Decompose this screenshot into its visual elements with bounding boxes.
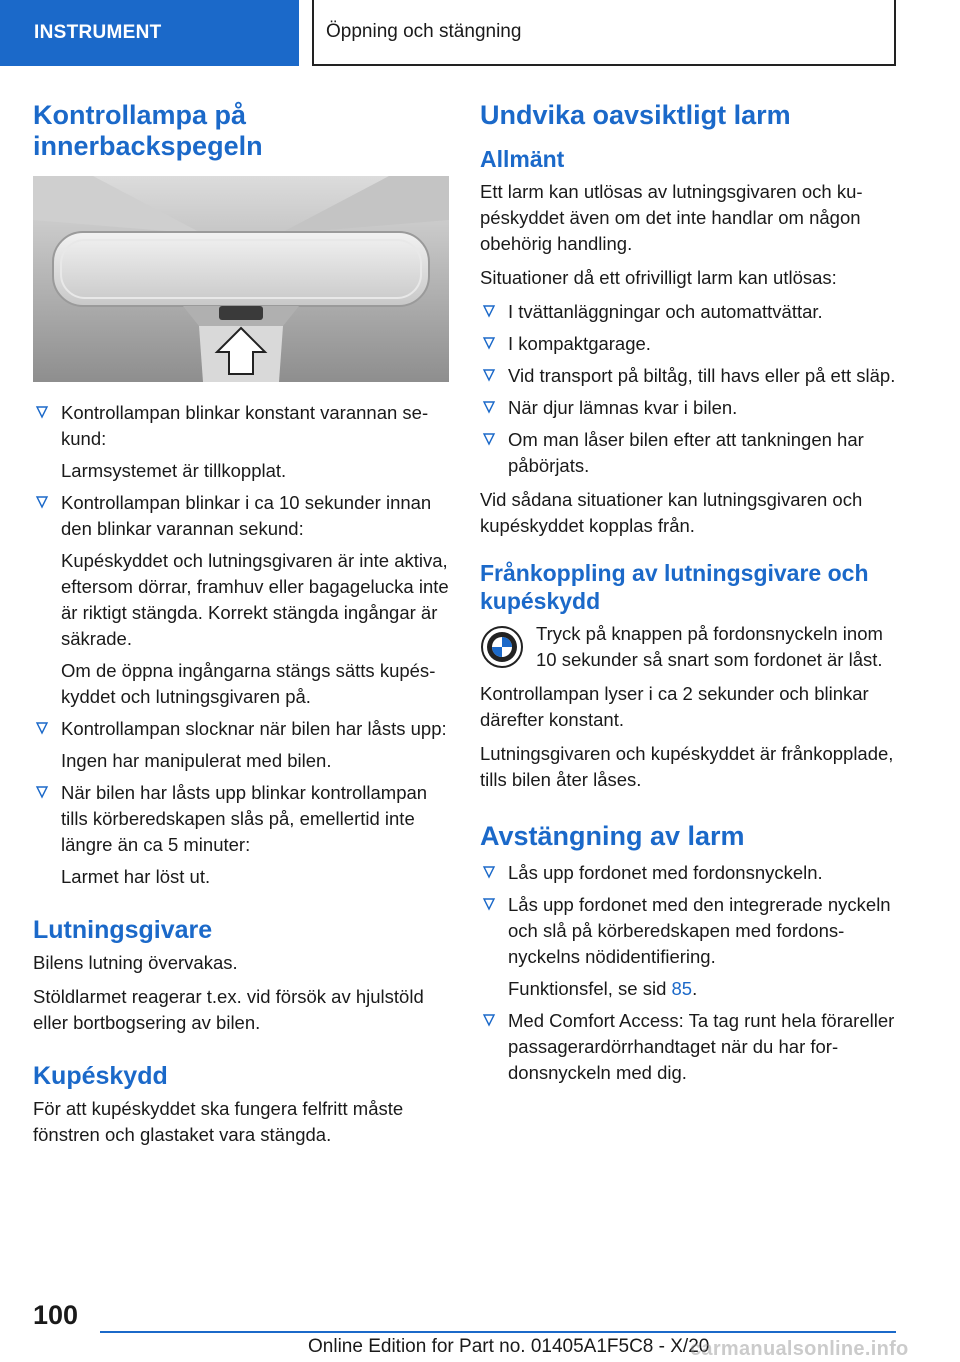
heading-lutningsgivare: Lutningsgivare: [33, 916, 213, 944]
list-item: [480, 1008, 900, 1086]
list-item: [33, 780, 449, 890]
page-link[interactable]: 85: [671, 978, 693, 999]
bmw-key-icon: [480, 625, 524, 669]
bullet-text: I tvättanläggningar och automattvättar.: [508, 301, 823, 322]
bullet-text: I kompaktgarage.: [508, 333, 651, 354]
list-item: [33, 400, 449, 484]
heading-undvika-larm: Undvika oavsiktligt larm: [480, 100, 791, 130]
triangle-bullet-icon: [482, 397, 496, 417]
triangle-bullet-icon: [482, 429, 496, 449]
frankoppling-paragraph-3: Lutningsgivaren och kupéskyddet är frånkopplade, tills bilen åter låses.: [480, 743, 894, 790]
allmant-paragraph-1: Ett larm kan utlösas av lutningsgivaren och kupéskyddet även om det inte handlar om någon obehörig handling.: [480, 181, 863, 254]
list-item: [480, 395, 900, 421]
allmant-paragraph-3: Vid sådana situationer kan lutningsgivaren och kupéskyddet kopplas från.: [480, 489, 863, 536]
triangle-bullet-icon: [482, 862, 496, 882]
heading-kontrollampa: Kontrollampa på innerbackspegeln: [33, 100, 263, 161]
bullet-sub-text: Ingen har manipulerat med bilen.: [61, 750, 332, 771]
triangle-bullet-icon: [482, 1010, 496, 1030]
heading-avstangning: Avstängning av larm: [480, 821, 745, 851]
section-tab: INSTRUMENT: [0, 0, 299, 66]
left-column: [33, 100, 449, 1156]
sub-suffix: .: [692, 978, 698, 999]
bullet-sub-text: Om de öppna ingångarna stängs sätts kupéskyddet och lutningsgivaren på.: [61, 660, 436, 707]
heading-allmant: Allmänt: [480, 146, 565, 172]
lutning-paragraph-1: Bilens lutning övervakas.: [33, 952, 238, 973]
page-number: 100: [33, 1300, 79, 1330]
bullet-sub-text: Kupéskyddet och lutningsgivaren är inte aktiva, eftersom dörrar, framhuv eller bagagelucka inte är riktigt stängda. Korrekt stängda ingångar är säkrade.: [61, 550, 449, 649]
triangle-bullet-icon: [482, 301, 496, 321]
watermark: carmanualsonline.info: [690, 1338, 909, 1360]
allmant-paragraph-2: Situationer då ett ofrivilligt larm kan utlösas:: [480, 267, 837, 288]
triangle-bullet-icon: [35, 402, 49, 422]
bullet-text: Med Comfort Access: Ta tag runt hela förareller passagerardörrhandtaget när du har fordonsnyckeln med dig.: [508, 1010, 895, 1083]
key-instruction: [480, 621, 900, 673]
sub-prefix: Funktionsfel, se sid: [508, 978, 672, 999]
heading-frankoppling: Frånkoppling av lutningsgivare och kupéskydd: [480, 560, 869, 614]
list-item: [480, 363, 900, 389]
bullet-text: Om man låser bilen efter att tankningen har påbörjats.: [508, 429, 864, 476]
chapter-title: Öppning och stängning: [312, 0, 896, 66]
bullet-text: Kontrollampan blinkar i ca 10 sekunder innan den blinkar varannan sekund:: [61, 492, 432, 539]
page-header: [0, 0, 960, 66]
bullet-text: Lås upp fordonet med fordonsnyckeln.: [508, 862, 823, 883]
bullet-text: Lås upp fordonet med den integrerade nyckeln och slå på körberedskapen med fordonsnyckelns nödidentifiering.: [508, 894, 891, 967]
triangle-bullet-icon: [482, 365, 496, 385]
triangle-bullet-icon: [35, 782, 49, 802]
list-item: [480, 299, 900, 325]
kupe-paragraph-1: För att kupéskyddet ska fungera felfritt måste fönstren och glastaket vara stängda.: [33, 1098, 404, 1145]
bullet-sub-text: [508, 976, 900, 1002]
footer-divider: [100, 1331, 896, 1333]
bullet-sub-text: Larmet har löst ut.: [61, 866, 211, 887]
heading-kupeskydd: Kupéskydd: [33, 1062, 168, 1090]
list-item: [480, 860, 900, 886]
triangle-bullet-icon: [482, 333, 496, 353]
frankoppling-paragraph-2: Kontrollampan lyser i ca 2 sekunder och blinkar därefter konstant.: [480, 683, 869, 730]
bullet-text: Vid transport på biltåg, till havs eller på ett släp.: [508, 365, 896, 386]
list-item: [480, 892, 900, 1002]
bullet-sub-text: Larmsystemet är tillkopplat.: [61, 460, 287, 481]
avstangning-list: [480, 860, 900, 1086]
bullet-text: När djur lämnas kvar i bilen.: [508, 397, 738, 418]
bullet-text: Kontrollampan blinkar konstant varannan sekund:: [61, 402, 429, 449]
edition-text: Online Edition for Part no. 01405A1F5C8 - X/20: [308, 1336, 710, 1357]
bullet-text: När bilen har låsts upp blinkar kontrollampan tills körberedskapen slås på, emellertid inte längre än ca 5 minuter:: [61, 782, 428, 855]
triangle-bullet-icon: [35, 718, 49, 738]
rearview-mirror-figure: [33, 176, 449, 382]
lutning-paragraph-2: Stöldlarmet reagerar t.ex. vid försök av hjulstöld eller bortbogsering av bilen.: [33, 986, 424, 1033]
situations-list: [480, 299, 900, 479]
list-item: [480, 427, 900, 479]
list-item: [33, 716, 449, 774]
list-item: [33, 490, 449, 710]
triangle-bullet-icon: [482, 894, 496, 914]
triangle-bullet-icon: [35, 492, 49, 512]
list-item: [480, 331, 900, 357]
right-column: [480, 100, 900, 1094]
indicator-bullet-list: [33, 400, 449, 890]
bullet-text: Kontrollampan slocknar när bilen har låsts upp:: [61, 718, 447, 739]
key-instruction-text: Tryck på knappen på fordonsnyckeln inom 10 sekunder så snart som fordonet är låst.: [536, 623, 883, 670]
